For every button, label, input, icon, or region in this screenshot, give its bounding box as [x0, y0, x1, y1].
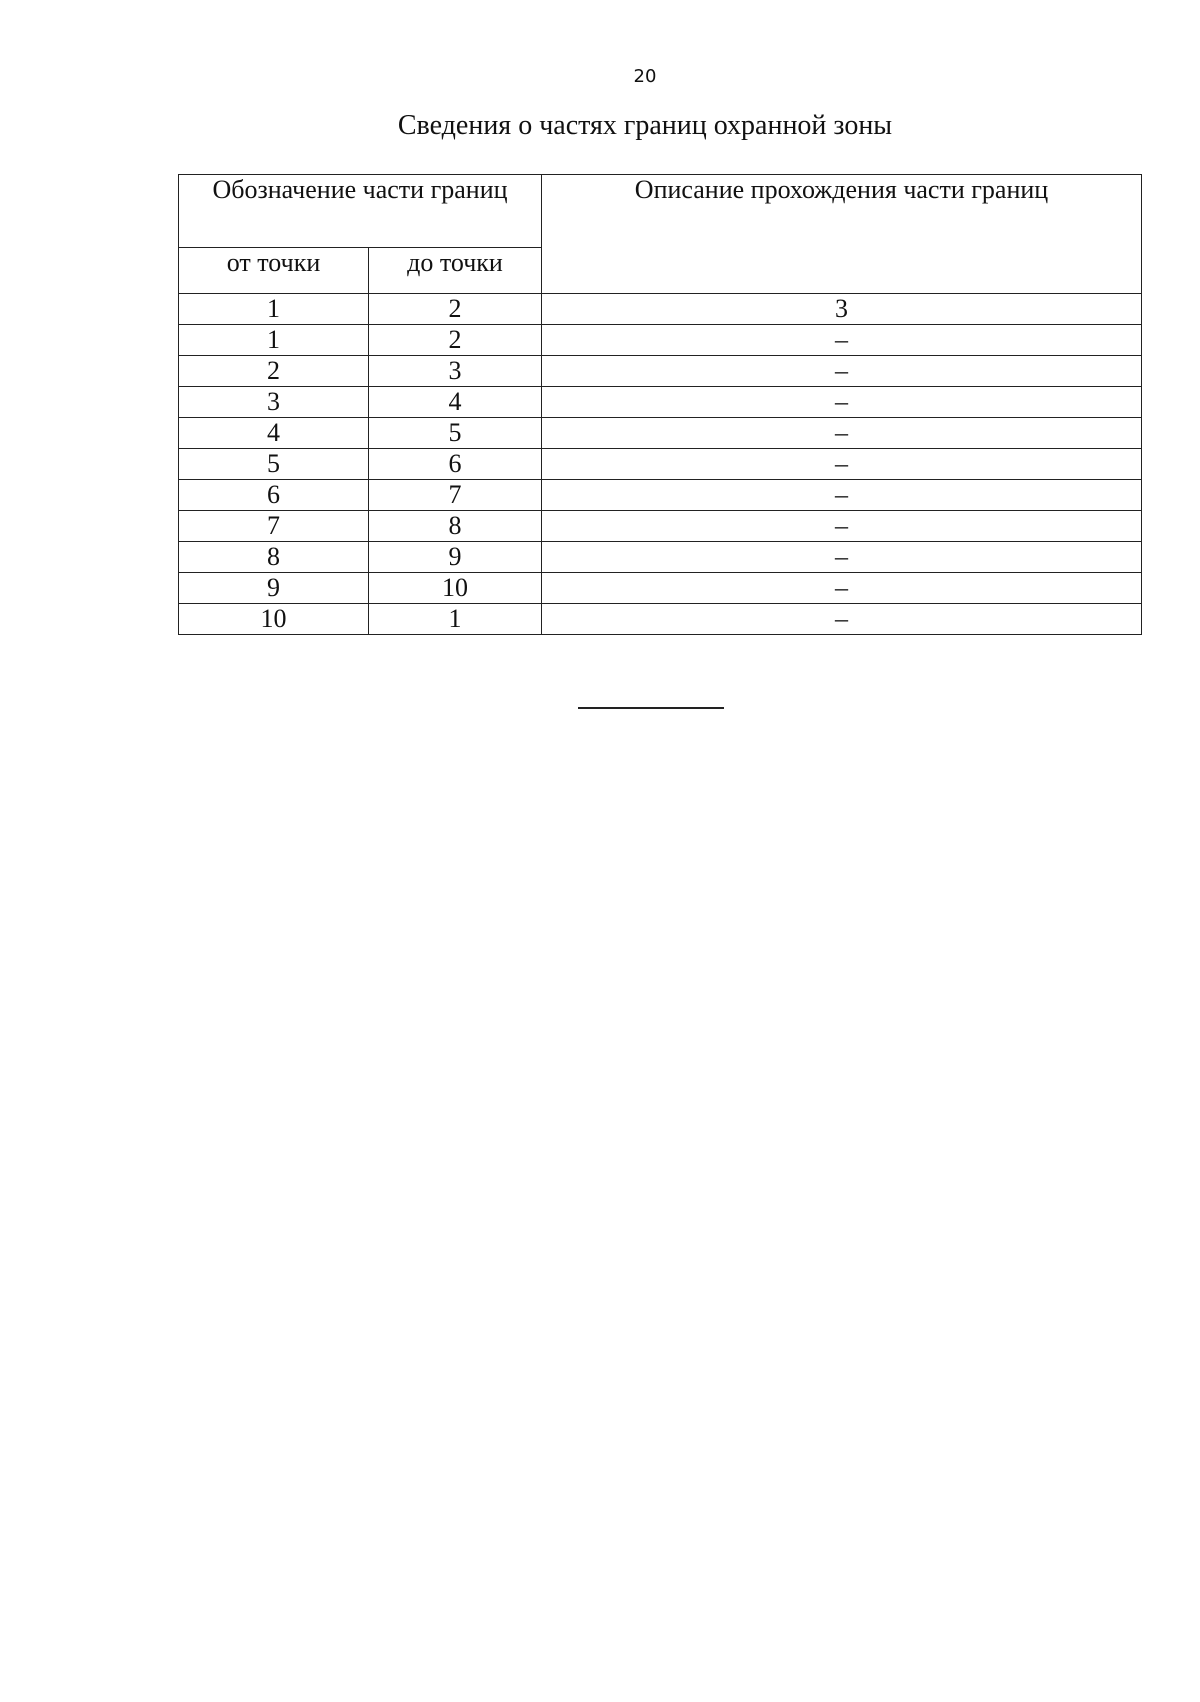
- description-cell: –: [542, 542, 1142, 573]
- page-number: 20: [633, 66, 657, 87]
- to-point-cell: 5: [369, 418, 542, 449]
- header-description: Описание прохождения части границ: [542, 175, 1142, 294]
- table-row: [179, 480, 1142, 511]
- header-from-point: от точки: [179, 248, 369, 294]
- from-point-cell: 6: [179, 480, 369, 511]
- column-number: 3: [542, 294, 1142, 325]
- description-cell: –: [542, 387, 1142, 418]
- table-row: [179, 573, 1142, 604]
- boundary-parts-table: [178, 174, 1142, 635]
- table-row: [179, 449, 1142, 480]
- to-point-cell: 6: [369, 449, 542, 480]
- description-cell: –: [542, 418, 1142, 449]
- table-row: [179, 356, 1142, 387]
- table-row: [179, 542, 1142, 573]
- column-number: 1: [179, 294, 369, 325]
- description-cell: –: [542, 449, 1142, 480]
- to-point-cell: 7: [369, 480, 542, 511]
- from-point-cell: 3: [179, 387, 369, 418]
- table-row: [179, 604, 1142, 635]
- to-point-cell: 3: [369, 356, 542, 387]
- table-row: [179, 325, 1142, 356]
- from-point-cell: 9: [179, 573, 369, 604]
- to-point-cell: 9: [369, 542, 542, 573]
- from-point-cell: 8: [179, 542, 369, 573]
- description-cell: –: [542, 573, 1142, 604]
- to-point-cell: 10: [369, 573, 542, 604]
- table-row: [179, 387, 1142, 418]
- table-row: [179, 511, 1142, 542]
- header-designation: Обозначение части границ: [179, 175, 542, 248]
- header-to-point: до точки: [369, 248, 542, 294]
- from-point-cell: 5: [179, 449, 369, 480]
- column-number: 2: [369, 294, 542, 325]
- from-point-cell: 7: [179, 511, 369, 542]
- from-point-cell: 2: [179, 356, 369, 387]
- from-point-cell: 10: [179, 604, 369, 635]
- to-point-cell: 8: [369, 511, 542, 542]
- description-cell: –: [542, 604, 1142, 635]
- closing-divider: [578, 707, 724, 709]
- to-point-cell: 4: [369, 387, 542, 418]
- table-row: [179, 418, 1142, 449]
- description-cell: –: [542, 480, 1142, 511]
- document-title: Сведения о частях границ охранной зоны: [397, 110, 893, 141]
- from-point-cell: 1: [179, 325, 369, 356]
- to-point-cell: 2: [369, 325, 542, 356]
- from-point-cell: 4: [179, 418, 369, 449]
- description-cell: –: [542, 511, 1142, 542]
- description-cell: –: [542, 325, 1142, 356]
- to-point-cell: 1: [369, 604, 542, 635]
- column-numbering-row: [179, 294, 1142, 325]
- description-cell: –: [542, 356, 1142, 387]
